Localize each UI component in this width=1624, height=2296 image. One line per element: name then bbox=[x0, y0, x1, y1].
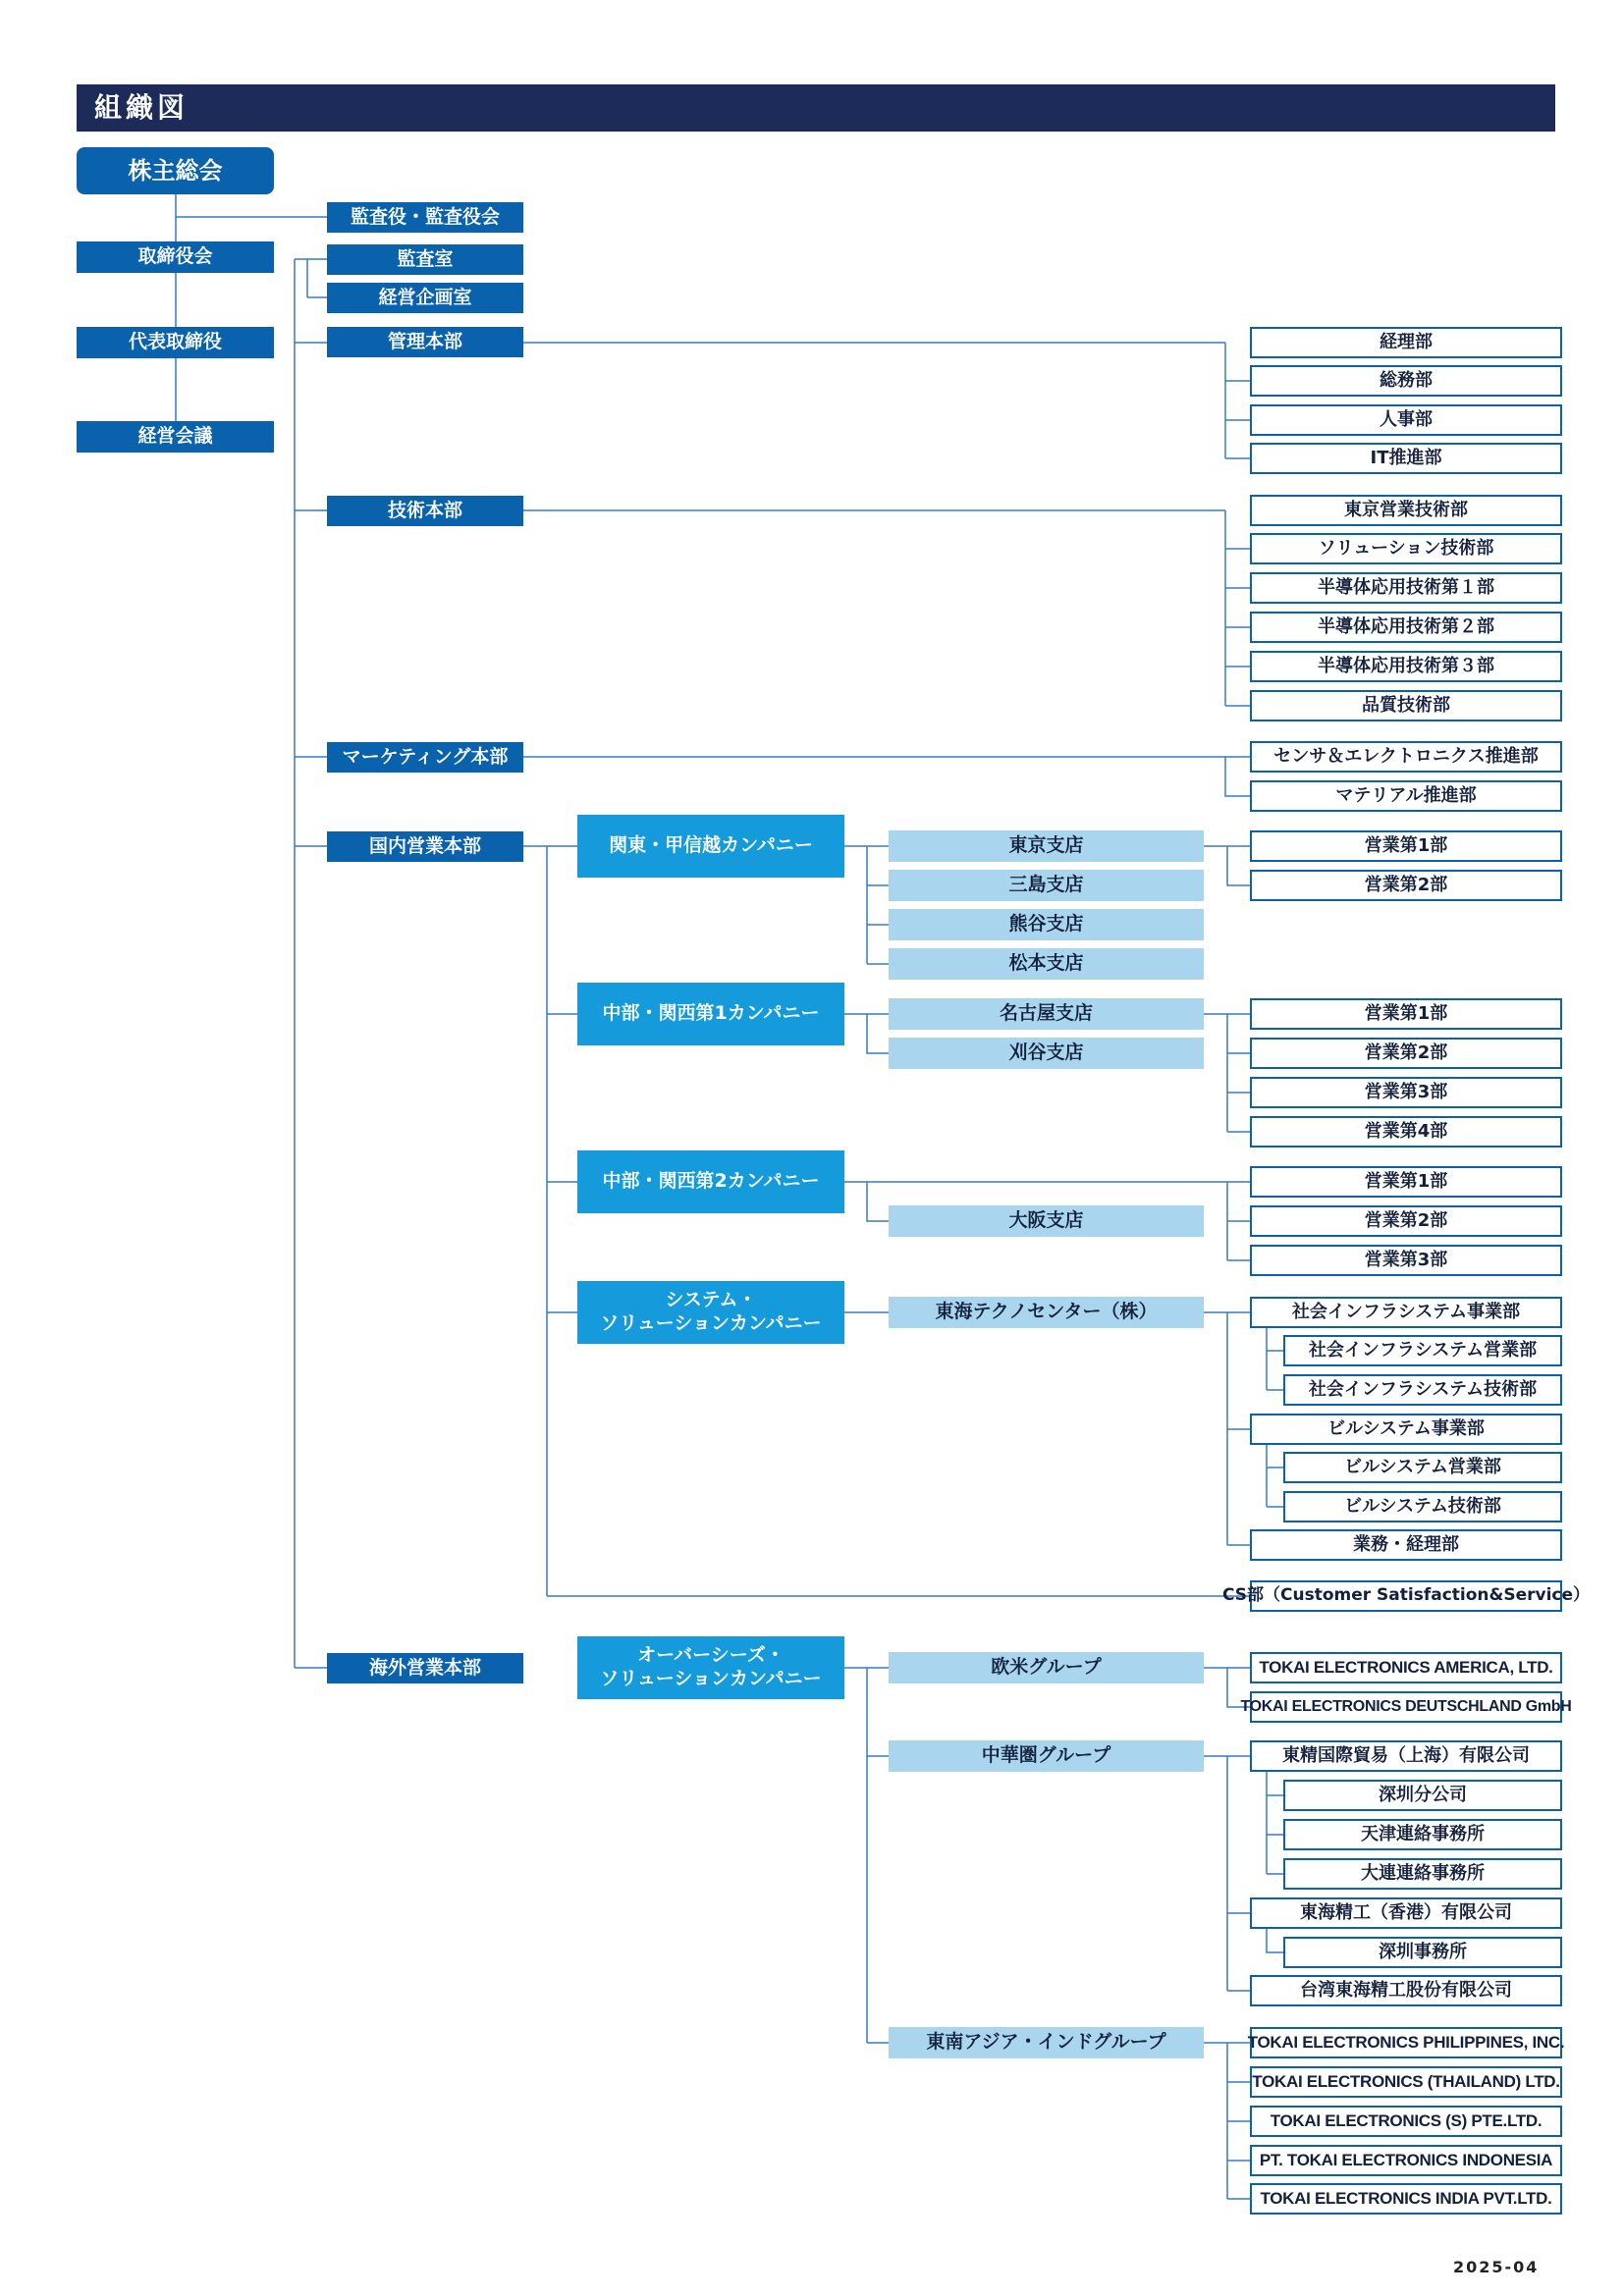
company-system-line1: システム・ bbox=[665, 1289, 757, 1311]
planning-office: 経営企画室 bbox=[327, 283, 523, 313]
marketing-dept: マテリアル推進部 bbox=[1250, 780, 1562, 812]
admin-dept: 人事部 bbox=[1250, 404, 1562, 436]
ceo-box: 代表取締役 bbox=[77, 327, 274, 358]
china-sub-taiwan: 台湾東海精工股份有限公司 bbox=[1250, 1975, 1562, 2006]
company-chubu1: 中部・関西第1カンパニー bbox=[577, 983, 844, 1045]
system-dept-building-tech: ビルシステム技術部 bbox=[1283, 1491, 1562, 1522]
china-sub-shenzhen-office: 深圳事務所 bbox=[1283, 1937, 1562, 1968]
kanto-dept: 営業第2部 bbox=[1250, 870, 1562, 901]
chubu1-dept: 営業第1部 bbox=[1250, 998, 1562, 1030]
tech-dept: 半導体応用技術第２部 bbox=[1250, 612, 1562, 643]
date-label: 2025-04 bbox=[1453, 2258, 1540, 2276]
group-euro-us: 欧米グループ bbox=[889, 1652, 1204, 1683]
branch-tokyo: 東京支店 bbox=[889, 830, 1204, 862]
company-system bbox=[577, 1281, 844, 1344]
company-system-line2: ソリューションカンパニー bbox=[600, 1312, 822, 1334]
euro-us-subsidiary: TOKAI ELECTRONICS DEUTSCHLAND GmbH bbox=[1250, 1691, 1562, 1723]
china-sub-shanghai: 東精国際貿易（上海）有限公司 bbox=[1250, 1740, 1562, 1772]
china-sub-dalian: 大連連絡事務所 bbox=[1283, 1858, 1562, 1890]
sea-subsidiary: TOKAI ELECTRONICS (S) PTE.LTD. bbox=[1250, 2106, 1562, 2137]
company-kanto: 関東・甲信越カンパニー bbox=[577, 815, 844, 878]
tech-dept: 品質技術部 bbox=[1250, 690, 1562, 721]
china-sub-shenzhen-branch: 深圳分公司 bbox=[1283, 1780, 1562, 1811]
kanto-dept: 営業第1部 bbox=[1250, 830, 1562, 862]
china-sub-tianjin: 天津連絡事務所 bbox=[1283, 1819, 1562, 1850]
marketing-dept: センサ＆エレクトロニクス推進部 bbox=[1250, 741, 1562, 773]
system-dept-social-infra-sales: 社会インフラシステム営業部 bbox=[1283, 1335, 1562, 1366]
division-overseas: 海外営業本部 bbox=[327, 1653, 523, 1683]
branch-mishima: 三島支店 bbox=[889, 870, 1204, 901]
division-tech: 技術本部 bbox=[327, 496, 523, 526]
company-overseas-line2: ソリューションカンパニー bbox=[600, 1668, 822, 1689]
chubu1-dept: 営業第4部 bbox=[1250, 1116, 1562, 1148]
system-dept-building: ビルシステム事業部 bbox=[1250, 1414, 1562, 1445]
division-admin: 管理本部 bbox=[327, 327, 523, 357]
cs-dept: CS部（Customer Satisfaction&Service） bbox=[1250, 1580, 1562, 1612]
branch-kariya: 刈谷支店 bbox=[889, 1038, 1204, 1069]
management-meeting: 経営会議 bbox=[77, 421, 274, 453]
company-overseas-line1: オーバーシーズ・ bbox=[637, 1644, 785, 1667]
branch-nagoya: 名古屋支店 bbox=[889, 998, 1204, 1030]
admin-dept: 経理部 bbox=[1250, 327, 1562, 358]
tech-dept: 半導体応用技術第３部 bbox=[1250, 651, 1562, 682]
group-greater-china: 中華圏グループ bbox=[889, 1740, 1204, 1772]
chubu1-dept: 営業第2部 bbox=[1250, 1038, 1562, 1069]
china-sub-hongkong: 東海精工（香港）有限公司 bbox=[1250, 1897, 1562, 1929]
audit-office: 監査室 bbox=[327, 244, 523, 275]
tech-dept: 東京営業技術部 bbox=[1250, 495, 1562, 526]
chubu2-dept: 営業第3部 bbox=[1250, 1245, 1562, 1276]
tech-dept: ソリューション技術部 bbox=[1250, 533, 1562, 564]
group-sea-india: 東南アジア・インドグループ bbox=[889, 2027, 1204, 2058]
chubu2-dept: 営業第1部 bbox=[1250, 1166, 1562, 1198]
board-of-directors: 取締役会 bbox=[77, 241, 274, 273]
shareholders-meeting: 株主総会 bbox=[77, 147, 274, 194]
branch-osaka: 大阪支店 bbox=[889, 1205, 1204, 1237]
admin-dept: IT推進部 bbox=[1250, 443, 1562, 474]
sea-subsidiary: PT. TOKAI ELECTRONICS INDONESIA bbox=[1250, 2145, 1562, 2176]
chubu1-dept: 営業第3部 bbox=[1250, 1077, 1562, 1108]
sea-subsidiary: TOKAI ELECTRONICS (THAILAND) LTD. bbox=[1250, 2066, 1562, 2098]
tech-dept: 半導体応用技術第１部 bbox=[1250, 572, 1562, 604]
sea-subsidiary: TOKAI ELECTRONICS INDIA PVT.LTD. bbox=[1250, 2183, 1562, 2215]
system-dept-building-sales: ビルシステム営業部 bbox=[1283, 1452, 1562, 1483]
branch-technocenter: 東海テクノセンター（株） bbox=[889, 1297, 1204, 1328]
page-title: 組織図 bbox=[77, 84, 1555, 132]
system-dept-business-accounting: 業務・経理部 bbox=[1250, 1529, 1562, 1561]
sea-subsidiary: TOKAI ELECTRONICS PHILIPPINES, INC. bbox=[1250, 2027, 1562, 2058]
chubu2-dept: 営業第2部 bbox=[1250, 1205, 1562, 1237]
system-dept-social-infra: 社会インフラシステム事業部 bbox=[1250, 1297, 1562, 1328]
division-domestic: 国内営業本部 bbox=[327, 831, 523, 862]
auditors-box: 監査役・監査役会 bbox=[327, 202, 523, 233]
branch-matsumoto: 松本支店 bbox=[889, 948, 1204, 980]
euro-us-subsidiary: TOKAI ELECTRONICS AMERICA, LTD. bbox=[1250, 1652, 1562, 1683]
company-overseas bbox=[577, 1636, 844, 1699]
system-dept-social-infra-tech: 社会インフラシステム技術部 bbox=[1283, 1374, 1562, 1406]
branch-kumagaya: 熊谷支店 bbox=[889, 909, 1204, 940]
admin-dept: 総務部 bbox=[1250, 365, 1562, 397]
division-marketing: マーケティング本部 bbox=[327, 742, 523, 773]
company-chubu2: 中部・関西第2カンパニー bbox=[577, 1150, 844, 1213]
